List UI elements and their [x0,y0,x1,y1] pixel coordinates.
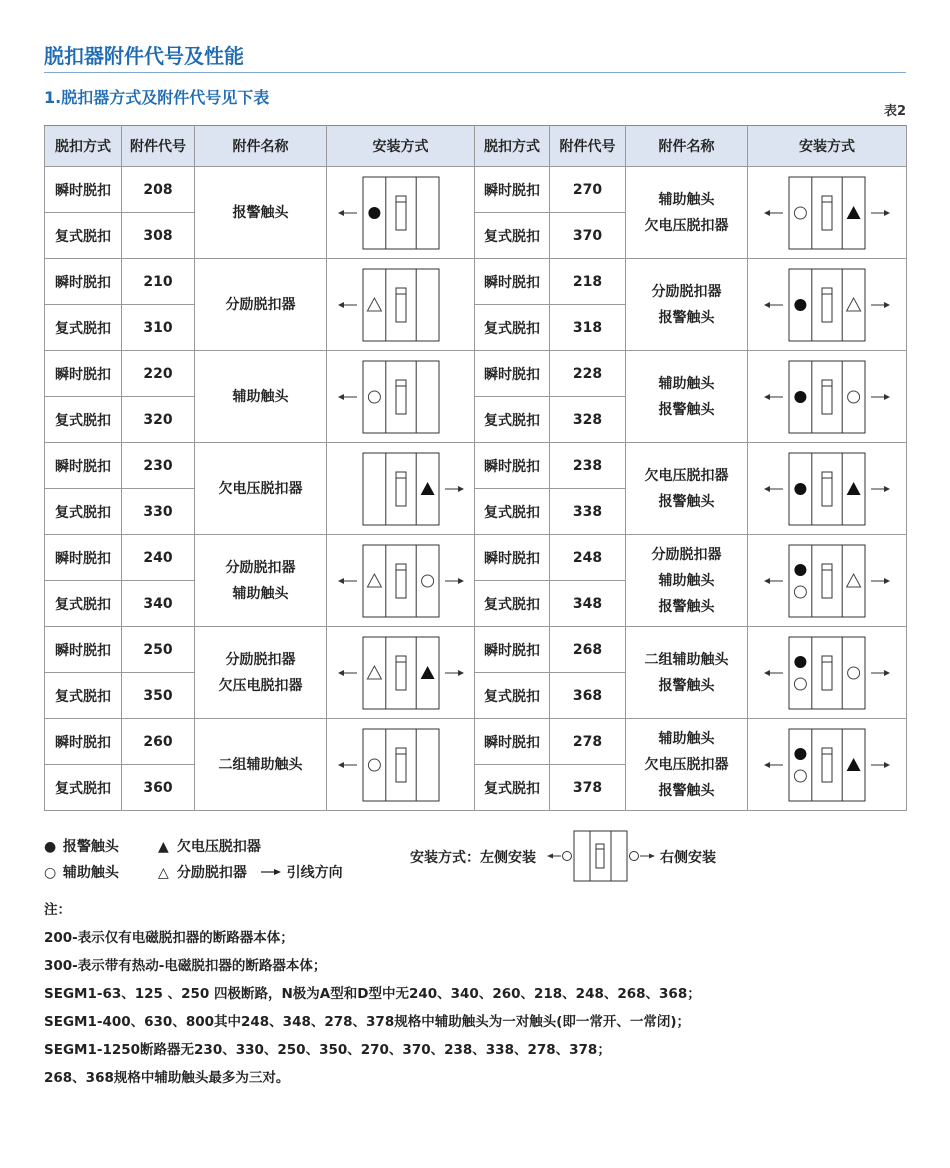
accessory-code-cell: 250 [122,627,195,673]
header-cell: 脱扣方式 [475,126,550,167]
mount-diagram-cell [748,259,907,351]
open-circle-icon [794,586,806,598]
open-circle-icon [368,391,380,403]
open-triangle-icon [367,666,381,679]
filled-triangle-icon [847,482,861,495]
accessory-name-cell [195,351,327,443]
note-line: SEGM1-400、630、800其中248、348、278、378规格中辅助触头为一对触头(即一常开、一常闭)； [44,1014,691,1030]
header-cell: 安装方式 [748,126,907,167]
note-line: 200-表示仅有电磁脱扣器的断路器本体； [44,930,294,946]
accessory-code-cell: 268 [550,627,626,673]
accessory-name-line: 辅助触头 [658,375,715,392]
accessory-code-cell: 368 [550,673,626,719]
open-circle-icon [794,207,806,219]
page-title: 脱扣器附件代号及性能 [44,44,244,68]
accessory-code-cell: 228 [550,351,626,397]
trip-mode-cell: 瞬时脱扣 [45,535,122,581]
accessory-name-line: 辅助触头 [658,191,715,208]
accessory-code-cell: 260 [122,719,195,765]
note-line: SEGM1-63、125 、250 四极断路，N极为A型和D型中无240、340、260、218、248、268、368； [44,986,701,1002]
mount-diagram-cell [327,167,475,259]
lead-arrow-icon [260,860,282,886]
mount-diagram-cell [748,719,907,811]
accessory-name-line: 分励脱扣器 [651,546,722,563]
mount-diagram-icon [749,726,905,804]
trip-mode-cell: 瞬时脱扣 [45,259,122,305]
mount-diagram-cell [327,351,475,443]
filled-circle-icon [794,299,806,311]
trip-mode-cell: 复式脱扣 [45,673,122,719]
mount-diagram-icon [749,358,905,436]
filled-circle-icon [368,207,380,219]
note-line: 268、368规格中辅助触头最多为三对。 [44,1070,290,1086]
accessory-code-cell: 318 [550,305,626,351]
notes-section [44,896,701,1092]
accessory-name-cell [626,443,748,535]
table-body [45,167,907,811]
legend-label: 引线方向 [286,865,343,881]
trip-mode-cell: 瞬时脱扣 [475,167,550,213]
header-cell: 附件代号 [122,126,195,167]
mount-legend [410,830,730,882]
trip-mode-cell: 复式脱扣 [45,305,122,351]
trip-mode-cell: 瞬时脱扣 [45,351,122,397]
mount-diagram-cell [748,443,907,535]
open-circle-icon [848,667,860,679]
note-line: 300-表示带有热动-电磁脱扣器的断路器本体； [44,958,327,974]
trip-mode-cell: 复式脱扣 [475,397,550,443]
trip-mode-cell: 复式脱扣 [45,765,122,811]
table-row [45,259,907,305]
accessory-name-cell [626,627,748,719]
mount-diagram-cell [748,627,907,719]
accessory-name-cell [626,167,748,259]
filled-circle-icon [794,656,806,668]
legend-right [158,834,343,886]
accessory-code-cell: 210 [122,259,195,305]
note-line: SEGM1-1250断路器无230、330、250、350、270、370、238、338、278、378； [44,1042,611,1058]
accessory-code-cell: 360 [122,765,195,811]
trip-mode-cell: 复式脱扣 [475,305,550,351]
filled-circle-icon: ● [44,839,57,855]
accessory-name-line: 报警触头 [658,782,715,799]
mount-diagram-cell [748,167,907,259]
legend-label: 报警触头 [62,839,119,855]
legend-label: 辅助触头 [62,865,119,881]
table-header-row [45,126,907,167]
accessory-name-line: 二组辅助触头 [644,651,729,668]
accessory-name-cell [626,259,748,351]
mount-diagram-icon [749,542,905,620]
trip-mode-cell: 瞬时脱扣 [475,259,550,305]
accessory-name-cell [195,535,327,627]
accessory-name-line: 辅助触头 [658,572,715,589]
filled-circle-icon [794,483,806,495]
table-row [45,443,907,489]
open-circle-icon [848,391,860,403]
open-triangle-icon: △ [158,865,169,881]
mount-diagram-icon [328,726,474,804]
mount-diagram-icon [749,634,905,712]
accessory-code-cell: 230 [122,443,195,489]
trip-mode-cell: 瞬时脱扣 [45,167,122,213]
header-cell: 附件名称 [626,126,748,167]
accessory-name-line: 报警触头 [232,204,289,221]
open-circle-icon [368,759,380,771]
trip-mode-cell: 复式脱扣 [475,581,550,627]
accessory-code-cell: 330 [122,489,195,535]
accessory-code-cell: 238 [550,443,626,489]
mount-diagram-cell [327,443,475,535]
table-row [45,351,907,397]
accessory-name-cell [626,535,748,627]
filled-circle-icon [794,391,806,403]
accessory-code-cell: 218 [550,259,626,305]
section-subtitle: 1.脱扣器方式及附件代号见下表 [44,88,270,107]
accessory-code-cell: 220 [122,351,195,397]
notes-heading: 注： [44,902,71,918]
trip-mode-cell: 复式脱扣 [475,213,550,259]
open-circle-icon [794,770,806,782]
accessory-code-cell: 208 [122,167,195,213]
mount-right-label: 右侧安装 [660,850,716,866]
accessory-name-line: 二组辅助触头 [218,756,303,773]
trip-mode-cell: 复式脱扣 [45,213,122,259]
accessory-name-line: 报警触头 [658,598,715,615]
legend-label: 分励脱扣器 [176,865,247,881]
mount-diagram-icon [328,266,474,344]
accessory-code-cell: 310 [122,305,195,351]
accessory-name-line: 欠电压脱扣器 [644,467,729,484]
trip-mode-cell: 复式脱扣 [45,581,122,627]
mount-diagram-cell [327,259,475,351]
trip-mode-cell: 瞬时脱扣 [475,627,550,673]
accessory-code-cell: 328 [550,397,626,443]
open-triangle-icon [367,574,381,587]
accessory-name-line: 分励脱扣器 [225,296,296,313]
filled-circle-icon [794,748,806,760]
filled-triangle-icon [420,482,434,495]
mount-diagram-cell [748,535,907,627]
table-row [45,167,907,213]
accessory-code-cell: 338 [550,489,626,535]
accessory-code-cell: 378 [550,765,626,811]
mount-diagram-cell [327,627,475,719]
filled-triangle-icon: ▲ [158,839,169,855]
accessory-code-cell: 320 [122,397,195,443]
mount-diagram-cell [327,535,475,627]
mount-diagram-icon [328,174,474,252]
accessory-name-line: 欠压电脱扣器 [218,677,303,694]
open-triangle-icon [847,298,861,311]
header-cell: 脱扣方式 [45,126,122,167]
filled-triangle-icon [847,758,861,771]
mount-left-label: 安装方式：左侧安装 [410,850,536,866]
trip-mode-cell: 瞬时脱扣 [475,443,550,489]
accessory-name-line: 欠电压脱扣器 [644,756,729,773]
table-row [45,535,907,581]
trip-mode-cell: 瞬时脱扣 [475,351,550,397]
trip-mode-cell: 瞬时脱扣 [45,443,122,489]
accessory-name-line: 欠电压脱扣器 [218,480,303,497]
header-cell: 安装方式 [327,126,475,167]
table-row [45,627,907,673]
accessory-name-cell [195,627,327,719]
open-triangle-icon [367,298,381,311]
open-circle-icon: ○ [44,865,57,881]
filled-triangle-icon [847,206,861,219]
mount-diagram-icon [328,634,474,712]
mount-diagram-icon [749,450,905,528]
accessory-code-cell: 348 [550,581,626,627]
open-triangle-icon [847,574,861,587]
accessory-name-cell [626,719,748,811]
header-cell: 附件名称 [195,126,327,167]
accessory-name-cell [195,167,327,259]
accessory-table [44,125,907,811]
table-label: 表2 [883,104,906,119]
legend-item-aux [44,860,119,886]
accessory-name-line: 分励脱扣器 [225,651,296,668]
accessory-name-line: 报警触头 [658,309,715,326]
filled-triangle-icon [420,666,434,679]
accessory-name-line: 报警触头 [658,401,715,418]
accessory-code-cell: 278 [550,719,626,765]
legend-left [44,834,119,886]
accessory-code-cell: 370 [550,213,626,259]
mount-diagram-icon [328,450,474,528]
header-cell: 附件代号 [550,126,626,167]
accessory-code-cell: 248 [550,535,626,581]
title-divider [44,72,906,73]
accessory-name-line: 报警触头 [658,677,715,694]
accessory-name-line: 分励脱扣器 [225,559,296,576]
trip-mode-cell: 瞬时脱扣 [475,535,550,581]
mount-diagram-icon [749,266,905,344]
trip-mode-cell: 复式脱扣 [475,489,550,535]
accessory-name-line: 欠电压脱扣器 [644,217,729,234]
accessory-code-cell: 340 [122,581,195,627]
trip-mode-cell: 瞬时脱扣 [45,719,122,765]
open-circle-icon [794,678,806,690]
table-row [45,719,907,765]
accessory-name-cell [195,719,327,811]
trip-mode-cell: 复式脱扣 [45,489,122,535]
accessory-name-line: 辅助触头 [232,585,289,602]
accessory-name-cell [195,259,327,351]
mount-diagram-icon [328,358,474,436]
trip-mode-cell: 瞬时脱扣 [45,627,122,673]
legend-label: 欠电压脱扣器 [176,839,261,855]
accessory-name-cell [195,443,327,535]
mount-diagram-cell [748,351,907,443]
accessory-name-line: 辅助触头 [232,388,289,405]
legend-item-shunt [158,860,343,886]
accessory-code-cell: 240 [122,535,195,581]
accessory-code-cell: 270 [550,167,626,213]
legend-item-undervoltage [158,834,343,860]
mount-diagram-icon [328,542,474,620]
trip-mode-cell: 复式脱扣 [475,673,550,719]
mount-diagram-icon [546,830,656,882]
accessory-code-cell: 350 [122,673,195,719]
trip-mode-cell: 瞬时脱扣 [475,719,550,765]
open-circle-icon [421,575,433,587]
legend-item-alarm [44,834,119,860]
trip-mode-cell: 复式脱扣 [45,397,122,443]
accessory-name-line: 报警触头 [658,493,715,510]
accessory-name-cell [626,351,748,443]
accessory-name-line: 分励脱扣器 [651,283,722,300]
filled-circle-icon [794,564,806,576]
trip-mode-cell: 复式脱扣 [475,765,550,811]
accessory-name-line: 辅助触头 [658,730,715,747]
accessory-code-cell: 308 [122,213,195,259]
mount-diagram-cell [327,719,475,811]
mount-diagram-icon [749,174,905,252]
